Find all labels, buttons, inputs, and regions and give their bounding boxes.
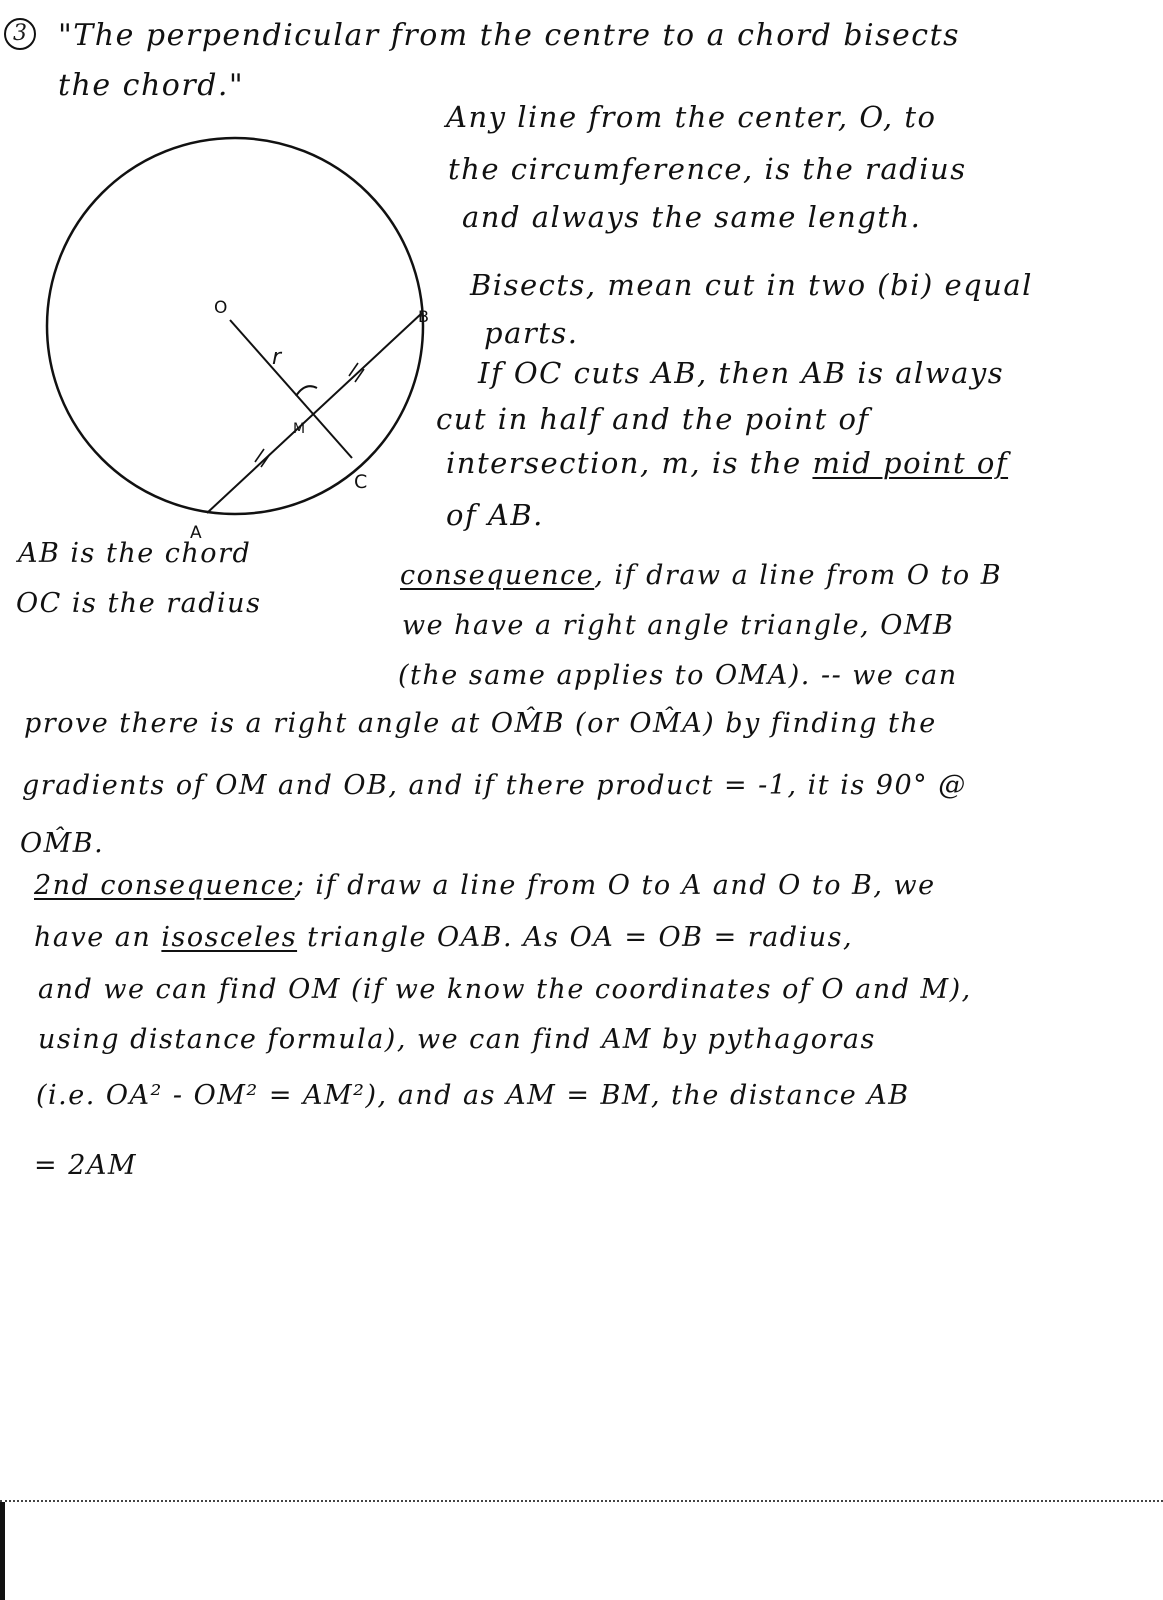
- consequence1-line-2: we have a right angle triangle, OMB: [402, 610, 955, 641]
- bisect-note-line-5-text: intersection, m, is the: [446, 446, 802, 480]
- bisect-note-line-4: cut in half and the point of: [436, 402, 870, 436]
- radius-label: OC is the radius: [16, 588, 262, 619]
- consequence2-line-5: (i.e. OA² - OM² = AM²), and as AM = BM, the distance AB: [36, 1080, 910, 1111]
- title-line-2: the chord.": [58, 68, 245, 103]
- midpoint-phrase: mid point of: [812, 446, 1009, 480]
- scan-edge-line: [0, 1500, 1163, 1502]
- chord-ab: [207, 313, 422, 513]
- consequence2-line-6: = 2AM: [34, 1150, 138, 1181]
- label-a: A: [190, 523, 202, 543]
- consequence1-line-6: OM̂B.: [20, 828, 105, 859]
- bisect-note-line-1: Bisects, mean cut in two (bi) equal: [470, 268, 1033, 302]
- title-line-1: "The perpendicular from the centre to a chord bisects: [58, 18, 961, 53]
- bisect-note-last: of AB.: [446, 498, 544, 532]
- consequence2-line-4: using distance formula), we can find AM by pythagoras: [38, 1024, 876, 1055]
- consequence2-line-2: [34, 922, 853, 953]
- consequence2-word: 2nd consequence: [34, 870, 295, 901]
- label-m: M: [293, 421, 306, 437]
- radius-note-line-2: the circumference, is the radius: [448, 152, 967, 186]
- label-c: C: [354, 471, 368, 493]
- radius-oc: [230, 320, 352, 458]
- consequence2-line-1-text: ; if draw a line from O to A and O to B, we: [294, 870, 936, 901]
- label-r: r: [272, 345, 282, 370]
- consequence1-line-4: prove there is a right angle at OM̂B (or OM̂A) by finding the: [24, 708, 937, 739]
- chord-label: AB is the chord: [18, 538, 252, 569]
- bisect-note-line-2: parts.: [484, 316, 579, 350]
- consequence2-line-2-a: have an: [34, 922, 152, 953]
- consequence1-line-1-text: , if draw a line from O to B: [594, 560, 1003, 591]
- bisect-note-line-5: [446, 446, 1008, 480]
- radius-note-line-3: and always the same length.: [462, 200, 922, 234]
- consequence1-line-1: [400, 560, 1002, 591]
- problem-number: 3: [4, 18, 36, 50]
- isosceles-word: isosceles: [161, 922, 298, 953]
- consequence2-line-3: and we can find OM (if we know the coordinates of O and M),: [38, 974, 972, 1005]
- right-angle-mark: [296, 386, 317, 396]
- bisect-note-line-3: If OC cuts AB, then AB is always: [478, 356, 1005, 390]
- consequence1-line-5: gradients of OM and OB, and if there product = -1, it is 90° @: [22, 770, 967, 801]
- consequence2-line-1: [34, 870, 936, 901]
- tick-marks-am: [255, 449, 270, 467]
- consequence1-word: consequence: [400, 560, 595, 591]
- consequence2-line-2-c: triangle OAB. As OA = OB = radius,: [307, 922, 854, 953]
- radius-note-line-1: Any line from the center, O, to: [446, 100, 937, 134]
- scan-edge-bar: [0, 1502, 5, 1600]
- label-o: O: [214, 298, 228, 318]
- consequence1-line-3: (the same applies to OMA). -- we can: [398, 660, 958, 691]
- label-b: B: [418, 307, 429, 326]
